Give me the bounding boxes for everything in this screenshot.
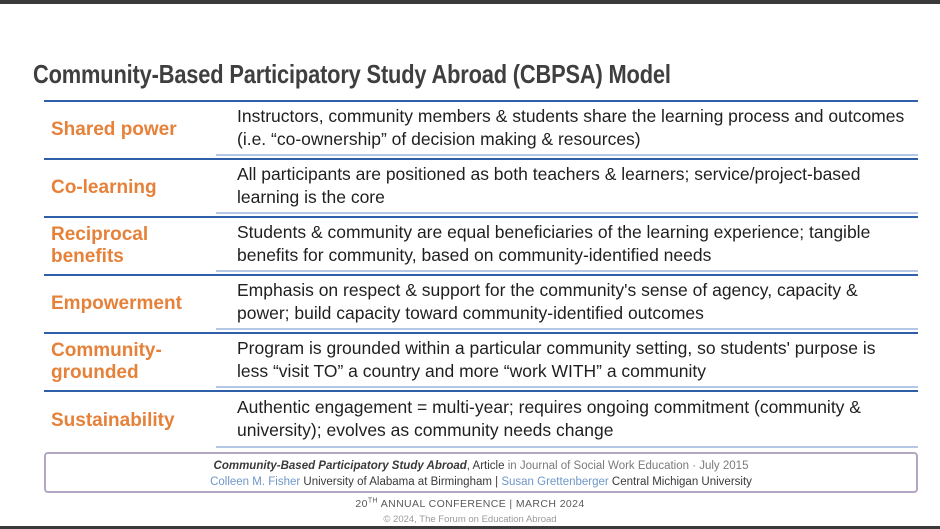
table-row xyxy=(44,160,918,218)
row-label: Empowerment xyxy=(51,293,182,314)
row-description: Emphasis on respect & support for the community's sense of agency, capacity & power; build capacity toward community-identified outcomes xyxy=(237,280,858,323)
author-name-grettenberger: Susan Grettenberger xyxy=(501,476,609,488)
row-description: Program is grounded within a particular community setting, so students' purpose is less “visit TO” a country and more “work WITH” a community xyxy=(237,338,876,381)
conference-number: 20 xyxy=(355,498,368,510)
row-label-cell xyxy=(44,218,216,274)
row-label-cell xyxy=(44,392,216,450)
row-description-cell xyxy=(216,392,918,448)
row-label-cell xyxy=(44,334,216,390)
row-label: Reciprocal benefits xyxy=(51,224,149,267)
table-row xyxy=(44,276,918,334)
affiliation-cmu: Central Michigan University xyxy=(608,476,752,488)
copyright-text: © 2024, The Forum on Education Abroad xyxy=(383,514,557,525)
table-row xyxy=(44,102,918,160)
row-description-cell xyxy=(216,334,918,388)
conference-rest: ANNUAL CONFERENCE | MARCH 2024 xyxy=(377,498,585,510)
row-description-cell xyxy=(216,218,918,272)
row-description: Students & community are equal beneficiaries of the learning experience; tangible benefits for community, based on community-identified needs xyxy=(237,222,871,265)
citation-box xyxy=(44,452,918,493)
citation-line-1 xyxy=(46,458,916,474)
citation-line-2 xyxy=(46,474,916,490)
row-label: Community-grounded xyxy=(51,340,162,383)
affiliation-uab: University of Alabama at Birmingham | xyxy=(300,476,502,488)
cbpsa-model-table xyxy=(44,100,918,450)
row-label: Sustainability xyxy=(51,410,175,431)
row-label-cell xyxy=(44,160,216,216)
row-description: Instructors, community members & students share the learning process and outcomes (i.e. “co-ownership” of decision making & resources) xyxy=(237,106,905,149)
table-row xyxy=(44,218,918,276)
conference-ordinal: TH xyxy=(367,497,378,505)
row-description-cell xyxy=(216,102,918,156)
row-label-cell xyxy=(44,276,216,332)
author-name-fisher: Colleen M. Fisher xyxy=(210,476,301,488)
row-label-cell xyxy=(44,102,216,158)
row-label: Co-learning xyxy=(51,177,157,198)
page-title: Community-Based Participatory Study Abroad (CBPSA) Model xyxy=(33,59,671,90)
citation-work-title: Community-Based Participatory Study Abroad xyxy=(213,460,467,472)
top-divider-bar xyxy=(0,0,940,4)
conference-footer xyxy=(0,498,940,510)
table-row xyxy=(44,334,918,392)
row-description: All participants are positioned as both teachers & learners; service/project-based learning is the core xyxy=(237,164,861,207)
citation-journal: in Journal of Social Work Education · July 2015 xyxy=(507,460,749,472)
row-description-cell xyxy=(216,160,918,214)
row-label: Shared power xyxy=(51,119,177,140)
table-row xyxy=(44,392,918,450)
row-description: Authentic engagement = multi-year; requires ongoing commitment (community & university); evolves as community needs change xyxy=(237,397,861,440)
row-description-cell xyxy=(216,276,918,330)
citation-article-label: , Article xyxy=(466,460,508,472)
